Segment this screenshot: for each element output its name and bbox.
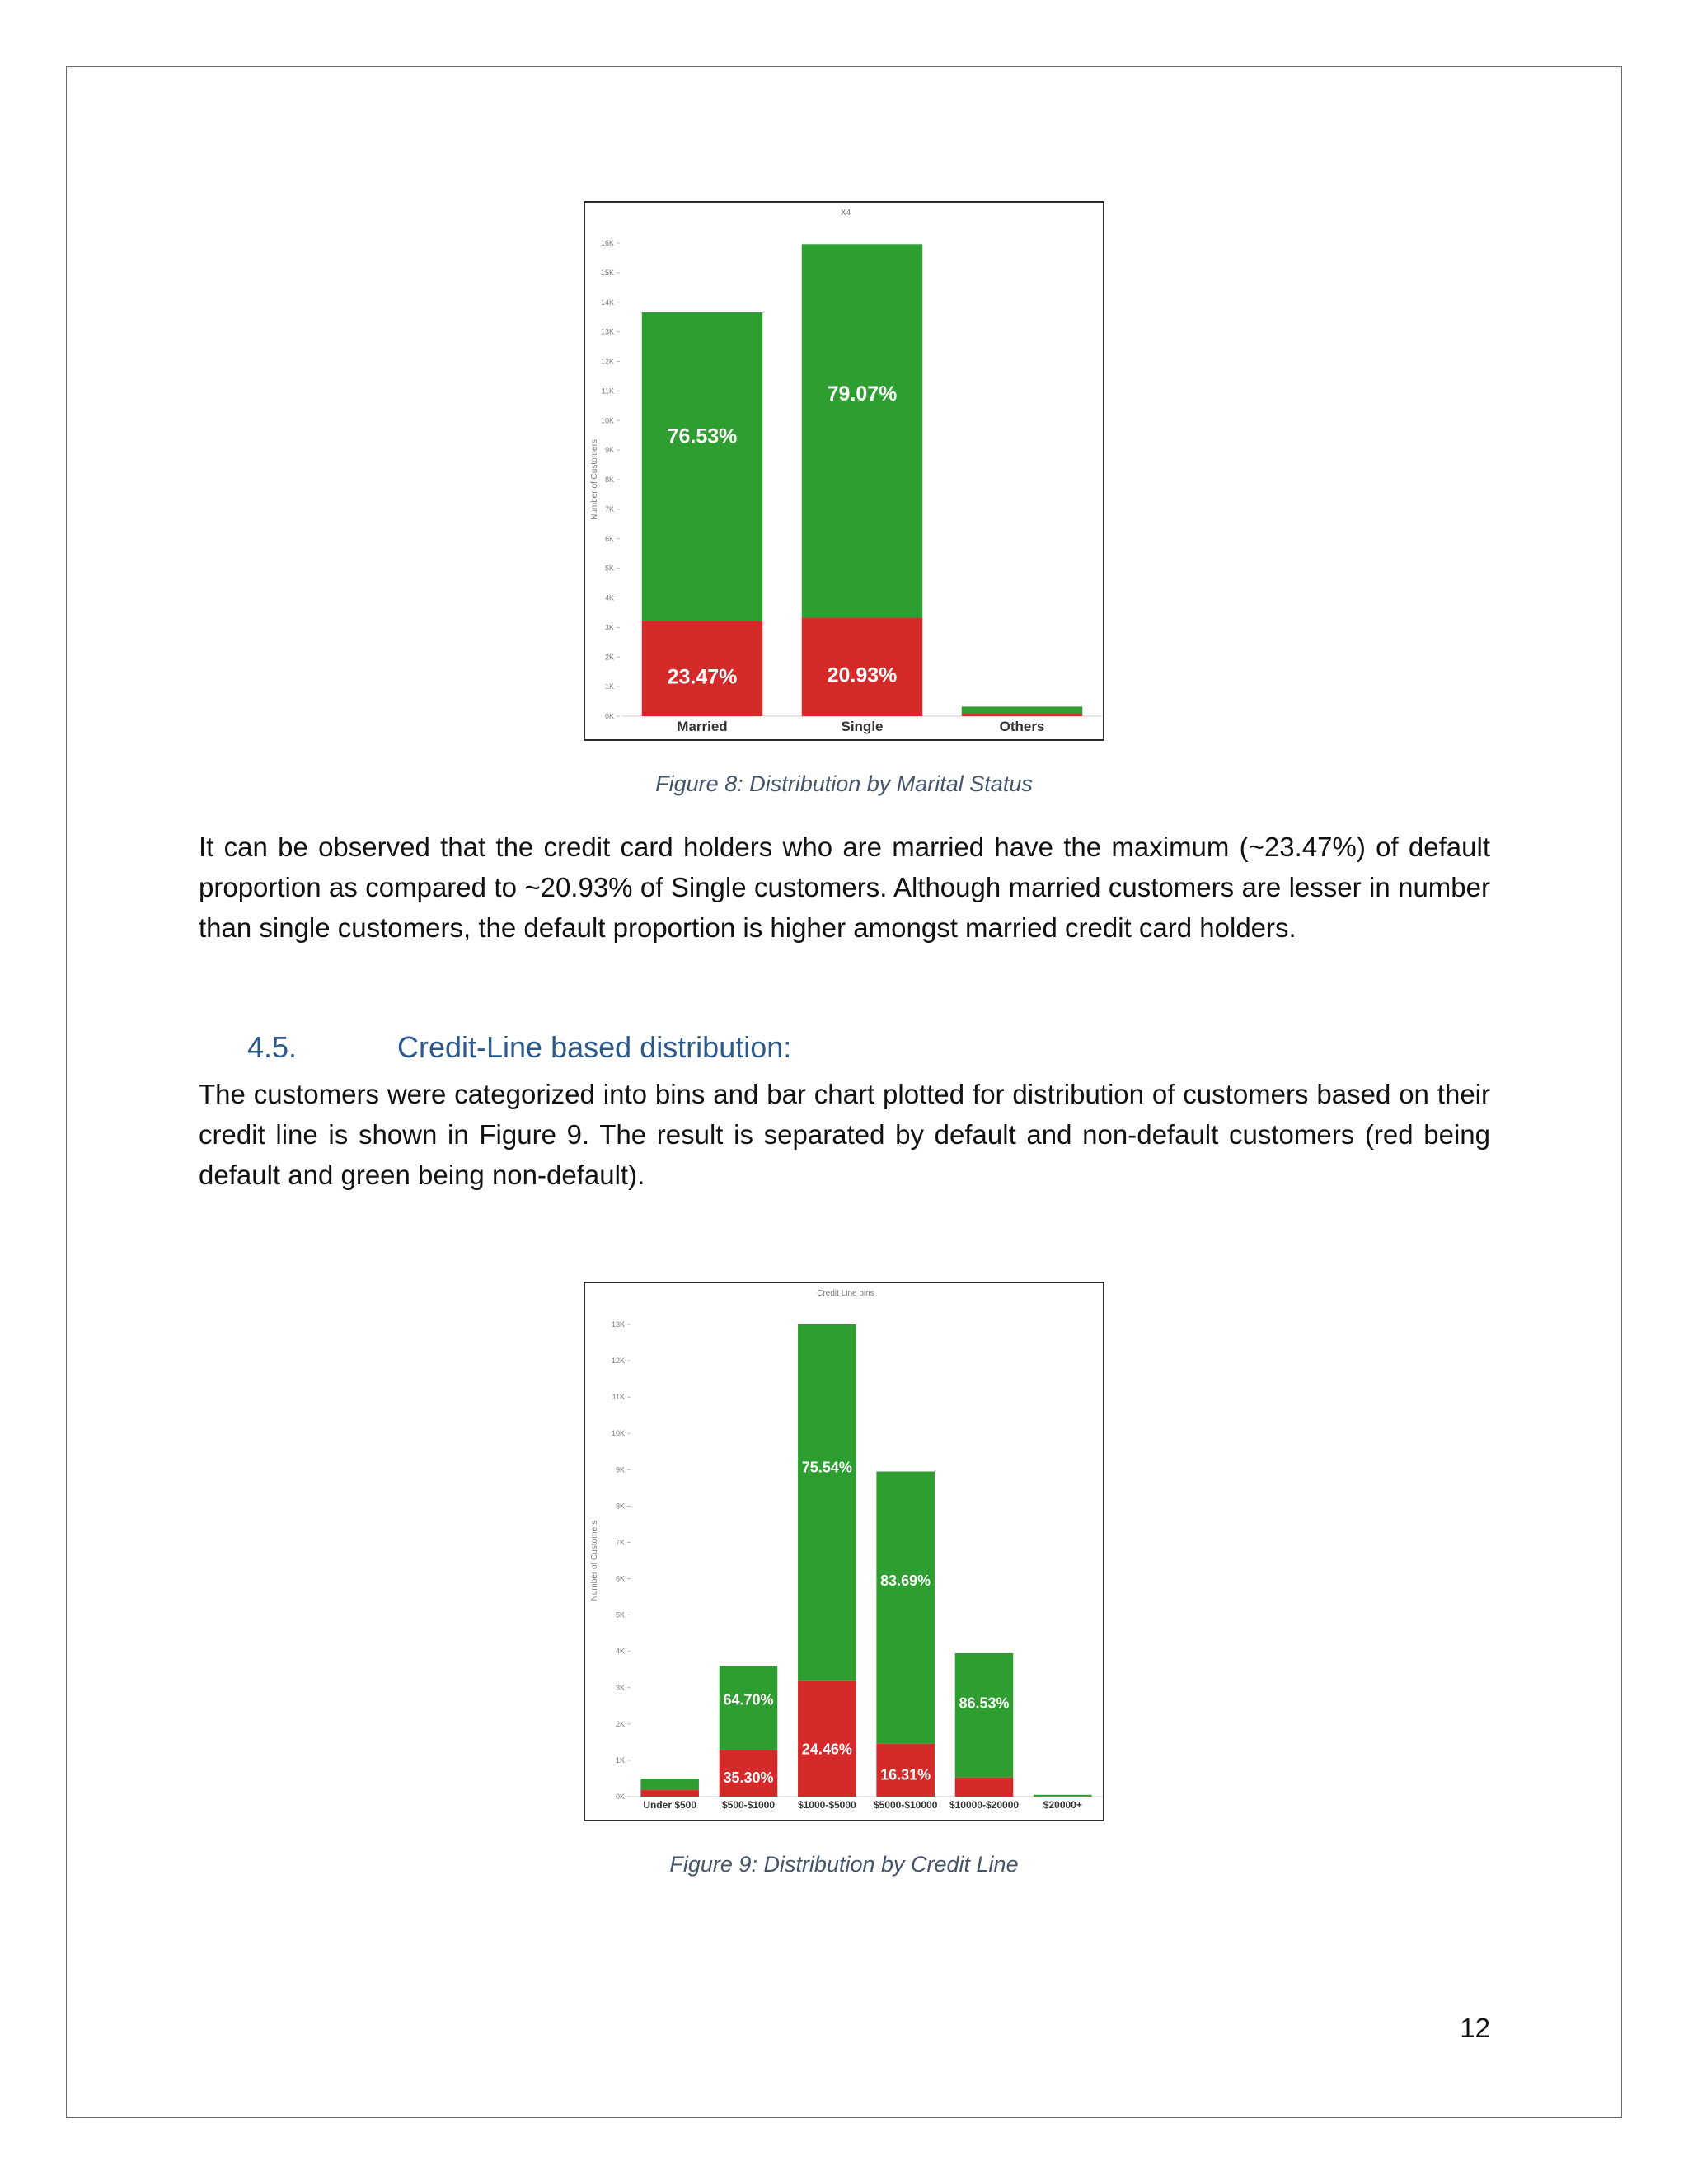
fig9-bar-non-default [955, 1653, 1014, 1778]
fig8-data-label: 23.47% [667, 665, 738, 689]
fig9-y-tick-label: 6K [615, 1574, 625, 1583]
fig8-y-tick-label: 1K [604, 682, 614, 691]
fig9-data-label: 83.69% [880, 1572, 931, 1589]
paragraph-marital-status: It can be observed that the credit card holders who are married have the maximum (~23.47%) of default proportion as compared to ~20.93% of Single customers. Although married customers are lesser in number than single customers, the default proportion is higher amongst married credit card holders. [199, 832, 1490, 943]
fig8-y-tick-label: 0K [604, 712, 614, 720]
fig9-bar-default [955, 1778, 1014, 1797]
fig8-y-tick-label: 11K [601, 387, 614, 396]
fig9-data-label: 35.30% [723, 1769, 774, 1786]
fig8-bar-non-default [642, 312, 762, 621]
fig8-y-tick-label: 9K [604, 446, 614, 455]
fig9-data-label: 75.54% [801, 1459, 852, 1476]
fig9-y-tick-label: 8K [615, 1502, 625, 1511]
fig8-y-tick-label: 2K [604, 653, 614, 662]
fig9-chart-title: Credit Line bins [817, 1289, 874, 1298]
fig8-y-tick-label: 7K [604, 504, 614, 513]
fig8-y-tick-label: 13K [600, 327, 614, 336]
fig9-y-tick-label: 4K [615, 1647, 625, 1656]
fig8-category-label: Married [677, 719, 728, 734]
fig9-category-label: $1000-$5000 [797, 1799, 856, 1811]
fig8-y-tick-label: 10K [600, 416, 614, 425]
fig9-y-tick-label: 7K [615, 1538, 625, 1547]
fig9-y-tick-label: 9K [615, 1465, 625, 1474]
fig8-y-tick-label: 6K [604, 534, 614, 543]
marital-status-chart-svg [585, 203, 1106, 743]
fig9-bar-non-default [798, 1324, 856, 1681]
fig9-y-tick-label: 11K [612, 1393, 625, 1402]
credit-line-chart [584, 1282, 1104, 1821]
fig9-data-label: 64.70% [723, 1691, 774, 1708]
fig8-bar-non-default [962, 706, 1082, 714]
fig9-y-tick-label: 12K [611, 1357, 625, 1366]
fig9-y-tick-label: 5K [615, 1610, 625, 1619]
fig9-data-label: 16.31% [880, 1766, 931, 1783]
fig8-y-axis-label: Number of Customers [590, 439, 599, 520]
paragraph-credit-line: The customers were categorized into bins and bar chart plotted for distribution of customers based on their credit line is shown in Figure 9. The result is separated by default and non-default customers (red being default and green being non-default). [199, 1079, 1490, 1190]
fig9-data-label: 24.46% [801, 1741, 852, 1758]
fig8-y-tick-label: 15K [600, 268, 614, 277]
fig9-bar-default [640, 1790, 699, 1797]
fig8-data-label: 76.53% [667, 424, 738, 448]
fig9-category-label: $500-$1000 [721, 1799, 776, 1811]
figure-8-caption: Figure 8: Distribution by Marital Status [655, 771, 1033, 796]
fig9-y-tick-label: 1K [615, 1755, 625, 1765]
fig8-y-tick-label: 5K [604, 564, 614, 573]
section-number: 4.5. [247, 1030, 298, 1064]
section-heading [247, 1030, 791, 1065]
fig8-y-tick-label: 8K [604, 476, 614, 484]
fig9-y-tick-label: 0K [615, 1793, 625, 1801]
fig9-y-tick-label: 10K [611, 1429, 625, 1438]
fig9-y-axis-label: Number of Customers [590, 1520, 599, 1601]
fig8-data-label: 79.07% [827, 382, 898, 406]
fig8-y-tick-label: 4K [604, 593, 614, 602]
fig9-category-label: Under $500 [643, 1799, 697, 1811]
fig9-y-tick-label: 13K [611, 1320, 625, 1329]
fig8-category-label: Single [841, 719, 884, 734]
section-title: Credit-Line based distribution: [397, 1030, 792, 1064]
fig9-category-label: $5000-$10000 [873, 1799, 938, 1811]
fig8-y-tick-label: 12K [600, 357, 614, 366]
fig8-bar-non-default [802, 244, 922, 617]
credit-line-chart-svg [585, 1283, 1106, 1823]
fig9-category-label: $10000-$20000 [949, 1799, 1020, 1811]
fig8-y-tick-label: 14K [600, 298, 614, 307]
fig9-category-label: $20000+ [1043, 1799, 1082, 1811]
page-number: 12 [1460, 2013, 1490, 2043]
fig8-bar-default [962, 714, 1082, 716]
fig9-bar-non-default [640, 1779, 699, 1790]
fig8-data-label: 20.93% [827, 663, 898, 687]
marital-status-chart [584, 201, 1104, 741]
fig8-category-label: Others [999, 719, 1045, 734]
fig8-y-tick-label: 3K [604, 623, 614, 632]
fig9-y-tick-label: 3K [615, 1683, 625, 1692]
fig9-data-label: 86.53% [959, 1694, 1010, 1712]
fig9-bar-non-default [1034, 1795, 1092, 1797]
fig8-y-tick-label: 16K [600, 239, 614, 247]
fig9-y-tick-label: 2K [615, 1719, 625, 1728]
fig9-bar-default [798, 1681, 856, 1797]
fig8-chart-title: X4 [840, 209, 851, 218]
fig9-bar-non-default [876, 1472, 935, 1744]
figure-9-caption: Figure 9: Distribution by Credit Line [669, 1852, 1019, 1877]
